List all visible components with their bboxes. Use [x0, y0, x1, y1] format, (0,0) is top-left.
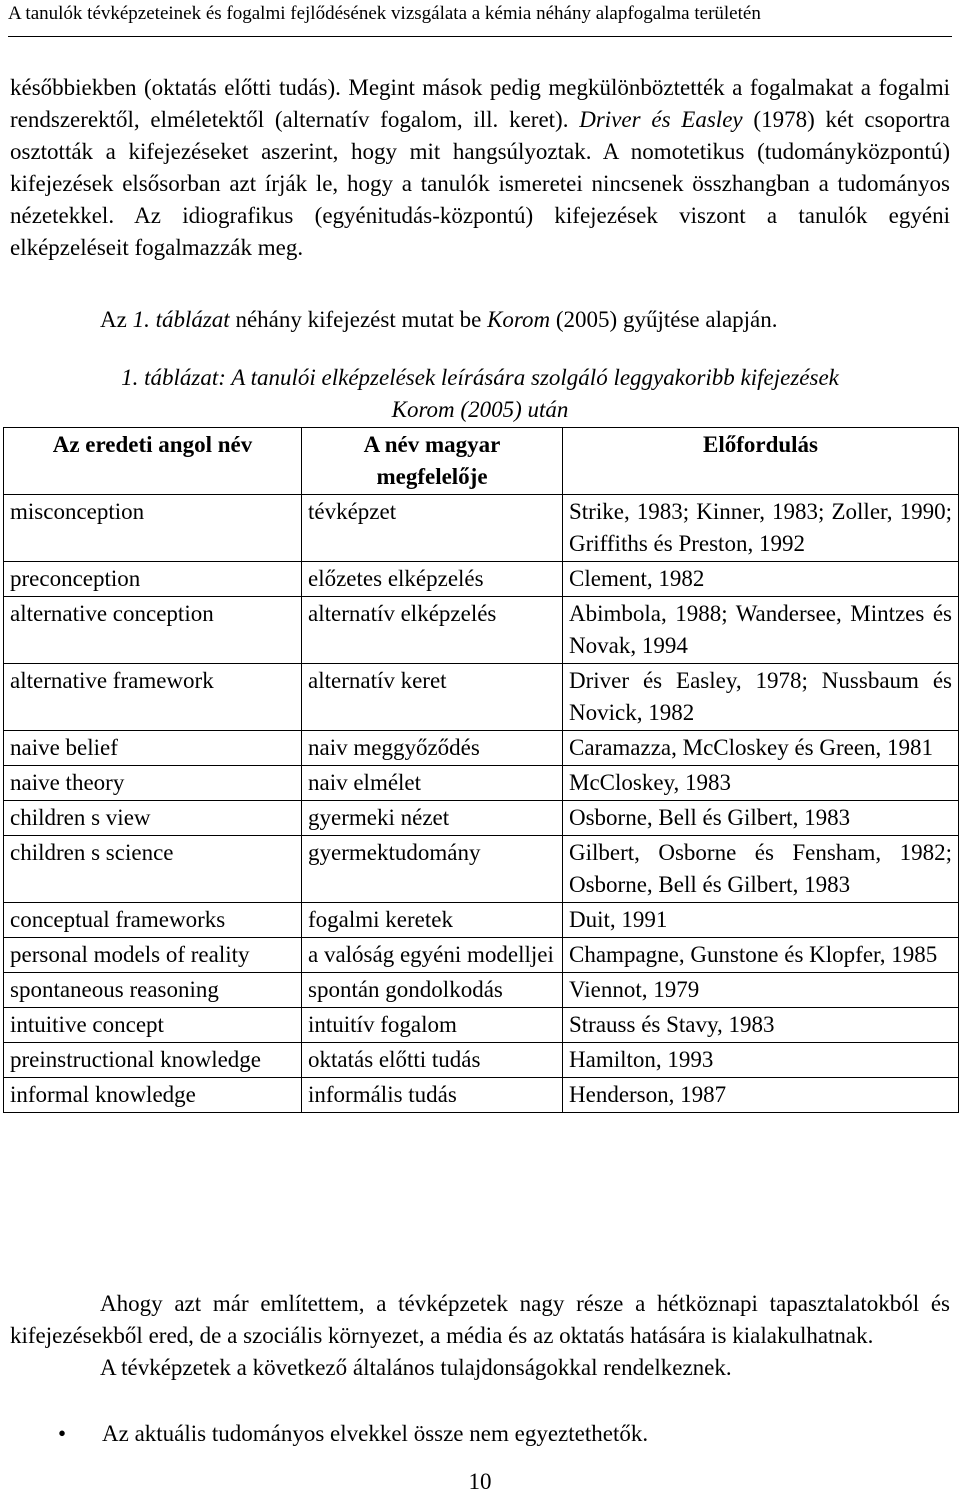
table-row: [4, 495, 959, 562]
bullet-icon: •: [58, 1421, 67, 1446]
intro-sentence-1: későbbiekben (oktatás előtti tudás). Megint mások pedig megkülönböztették a fogalmakat a fogalmi rendszerektől, elméletektől (alternatív fogalom, ill. keret).: [10, 75, 950, 132]
closing-section: [10, 1288, 950, 1384]
table-row: [4, 597, 959, 664]
ref-text-mid: néhány kifejezést mutat be: [229, 307, 488, 332]
author-korom: Korom: [487, 307, 551, 332]
hungarian-term: alternatív keret: [302, 664, 563, 731]
table-caption: [0, 362, 960, 426]
table-row: [4, 562, 959, 597]
occurrence: Osborne, Bell és Gilbert, 1983: [563, 801, 959, 836]
column-header-english: Az eredeti angol név: [4, 428, 302, 495]
closing-paragraph-1: Ahogy azt már említettem, a tévképzetek nagy része a hétköznapi tapasztalatokból és kifejezésekből ered, de a szociális környezet, a média és az oktatás hatására is kialakulhatnak.: [10, 1291, 950, 1348]
running-header: A tanulók tévképzeteinek és fogalmi fejlődésének vizsgálata a kémia néhány alapfogalma területén: [8, 3, 761, 24]
table-row: [4, 1008, 959, 1043]
occurrence: McCloskey, 1983: [563, 766, 959, 801]
english-term: preconception: [4, 562, 302, 597]
caption-line-2: Korom (2005) után: [391, 397, 569, 422]
caption-line-1: 1. táblázat: A tanulói elképzelések leírására szolgáló leggyakoribb kifejezések: [121, 365, 839, 390]
column-header-occurrence: Előfordulás: [563, 428, 959, 495]
ref-text-end: (2005) gyűjtése alapján.: [550, 307, 778, 332]
english-term: alternative framework: [4, 664, 302, 731]
occurrence: Viennot, 1979: [563, 973, 959, 1008]
hungarian-term: a valóság egyéni modelljei: [302, 938, 563, 973]
table-row: [4, 731, 959, 766]
terms-table: [3, 427, 959, 1113]
english-term: naive theory: [4, 766, 302, 801]
occurrence: Hamilton, 1993: [563, 1043, 959, 1078]
english-term: naive belief: [4, 731, 302, 766]
english-term: preinstructional knowledge: [4, 1043, 302, 1078]
hungarian-term: tévképzet: [302, 495, 563, 562]
hungarian-term: naiv meggyőződés: [302, 731, 563, 766]
occurrence: Duit, 1991: [563, 903, 959, 938]
bullet-text: Az aktuális tudományos elvekkel össze nem egyeztethetők.: [102, 1421, 649, 1446]
hungarian-term: alternatív elképzelés: [302, 597, 563, 664]
closing-paragraph-2: A tévképzetek a következő általános tulajdonságokkal rendelkeznek.: [100, 1355, 732, 1380]
hungarian-term: gyermeki nézet: [302, 801, 563, 836]
header-divider: [8, 36, 952, 37]
table-header-row: [4, 428, 959, 495]
table-row: [4, 801, 959, 836]
occurrence: Henderson, 1987: [563, 1078, 959, 1113]
table-row: [4, 836, 959, 903]
page-number: 10: [468, 1469, 492, 1494]
hungarian-term: intuitív fogalom: [302, 1008, 563, 1043]
table-reference: 1. táblázat: [132, 307, 230, 332]
table-row: [4, 664, 959, 731]
ref-text-start: Az: [100, 307, 133, 332]
table-row: [4, 1043, 959, 1078]
english-term: children s view: [4, 801, 302, 836]
occurrence: Strike, 1983; Kinner, 1983; Zoller, 1990; Griffiths és Preston, 1992: [563, 495, 959, 562]
table-row: [4, 973, 959, 1008]
table-row: [4, 903, 959, 938]
english-term: informal knowledge: [4, 1078, 302, 1113]
bullet-item: [58, 1418, 648, 1450]
table-reference-paragraph: [10, 304, 950, 336]
intro-author-driver-easley: Driver és Easley: [579, 107, 743, 132]
hungarian-term: fogalmi keretek: [302, 903, 563, 938]
english-term: conceptual frameworks: [4, 903, 302, 938]
hungarian-term: informális tudás: [302, 1078, 563, 1113]
occurrence: Clement, 1982: [563, 562, 959, 597]
occurrence: Champagne, Gunstone és Klopfer, 1985: [563, 938, 959, 973]
intro-sentence-2: (1978) két csoportra osztották a kifejezéseket aszerint, hogy mit hangsúlyoztak. A nomotetikus (tudományközpontú) kifejezések elsősorban azt írják le, hogy a tanulók ismeretei nincsenek összhangban a tudományos nézetekkel. Az idiografikus (egyénitudás-központú) kifejezések viszont a tanulók egyéni elképzeléseit fogalmazzák meg.: [10, 107, 950, 260]
hungarian-term: gyermektudomány: [302, 836, 563, 903]
hungarian-term: előzetes elképzelés: [302, 562, 563, 597]
occurrence: Driver és Easley, 1978; Nussbaum és Novick, 1982: [563, 664, 959, 731]
table-row: [4, 938, 959, 973]
hungarian-term: oktatás előtti tudás: [302, 1043, 563, 1078]
english-term: spontaneous reasoning: [4, 973, 302, 1008]
english-term: misconception: [4, 495, 302, 562]
table-row: [4, 766, 959, 801]
hungarian-term: naiv elmélet: [302, 766, 563, 801]
occurrence: Gilbert, Osborne és Fensham, 1982; Osborne, Bell és Gilbert, 1983: [563, 836, 959, 903]
table-row: [4, 1078, 959, 1113]
occurrence: Caramazza, McCloskey és Green, 1981: [563, 731, 959, 766]
hungarian-term: spontán gondolkodás: [302, 973, 563, 1008]
column-header-hungarian: A név magyar megfelelője: [302, 428, 563, 495]
occurrence: Strauss és Stavy, 1983: [563, 1008, 959, 1043]
english-term: children s science: [4, 836, 302, 903]
english-term: alternative conception: [4, 597, 302, 664]
intro-paragraph: [10, 72, 950, 264]
occurrence: Abimbola, 1988; Wandersee, Mintzes és Novak, 1994: [563, 597, 959, 664]
english-term: intuitive concept: [4, 1008, 302, 1043]
english-term: personal models of reality: [4, 938, 302, 973]
